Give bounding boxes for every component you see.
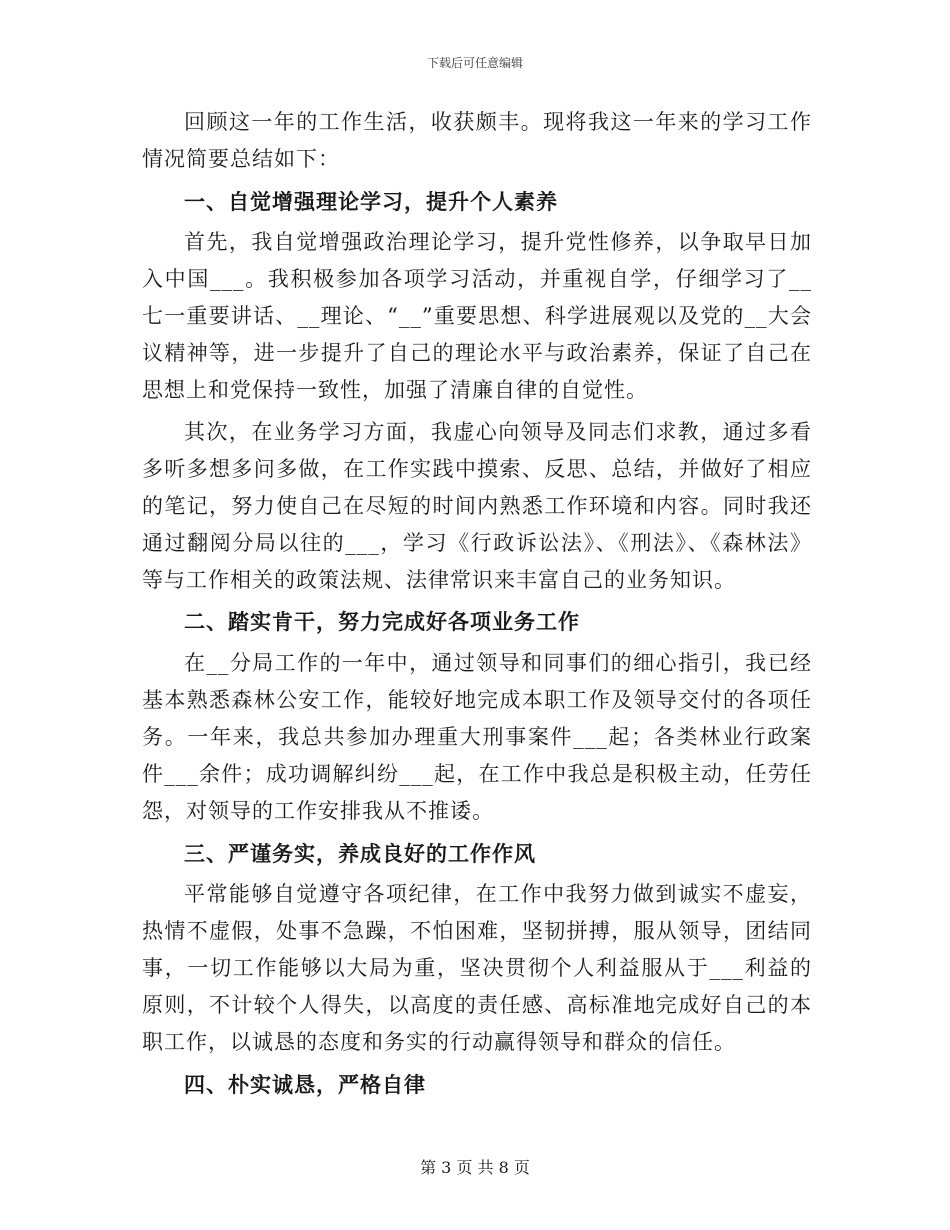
intro-paragraph: 回顾这一年的工作生活，收获颇丰。现将我这一年来的学习工作情况简要总结如下： [142, 110, 812, 171]
section-heading-4: 四、朴实诚恳，严格自律 [184, 1071, 426, 1097]
paragraph-theory-study: 首先，我自觉增强政治理论学习，提升党性修养，以争取早日加入中国___。我积极参加各项学习活动，并重视自学，仔细学习了__七一重要讲话、__理论、“__”重要思想、科学进展观以及党的__大会议精神等，进一步提升了自己的理论水平与政治素养，保证了自己在思想上和党保持一致性，加强了清廉自律的自觉性。 [142, 230, 812, 403]
section-heading-2: 二、踏实肯干，努力完成好各项业务工作 [184, 609, 580, 635]
paragraph-work-style: 平常能够自觉遵守各项纪律，在工作中我努力做到诚实不虚妄，热情不虚假，处事不急躁，不怕困难，坚韧拼搏，服从领导，团结同事，一切工作能够以大局为重，坚决贯彻个人利益服从于___利益的原则，不计较个人得失，以高度的责任感、高标准地完成好自己的本职工作，以诚恳的态度和务实的行动赢得领导和群众的信任。 [142, 882, 812, 1055]
document-body [142, 104, 812, 1107]
paragraph-work-results: 在__分局工作的一年中，通过领导和同事们的细心指引，我已经基本熟悉森林公安工作，能较好地完成本职工作及领导交付的各项任务。一年来，我总共参加办理重大刑事案件___起；各类林业行政案件___余件；成功调解纠纷___起，在工作中我总是积极主动，任劳任怨，对领导的工作安排我从不推诿。 [142, 650, 812, 823]
page-number-footer: 第 3 页 共 8 页 [420, 1158, 530, 1177]
section-heading-1: 一、自觉增强理论学习，提升个人素养 [184, 188, 558, 214]
page-header-note: 下载后可任意编辑 [426, 56, 523, 70]
section-heading-3: 三、严谨务实，养成良好的工作作风 [184, 840, 536, 866]
paragraph-business-study: 其次，在业务学习方面，我虚心向领导及同志们求教，通过多看多听多想多问多做，在工作实践中摸索、反思、总结，并做好了相应的笔记，努力使自己在尽短的时间内熟悉工作环境和内容。同时我还通过翻阅分局以往的___，学习《行政诉讼法》、《刑法》、《森林法》等与工作相关的政策法规、法律常识来丰富自己的业务知识。 [142, 419, 812, 592]
